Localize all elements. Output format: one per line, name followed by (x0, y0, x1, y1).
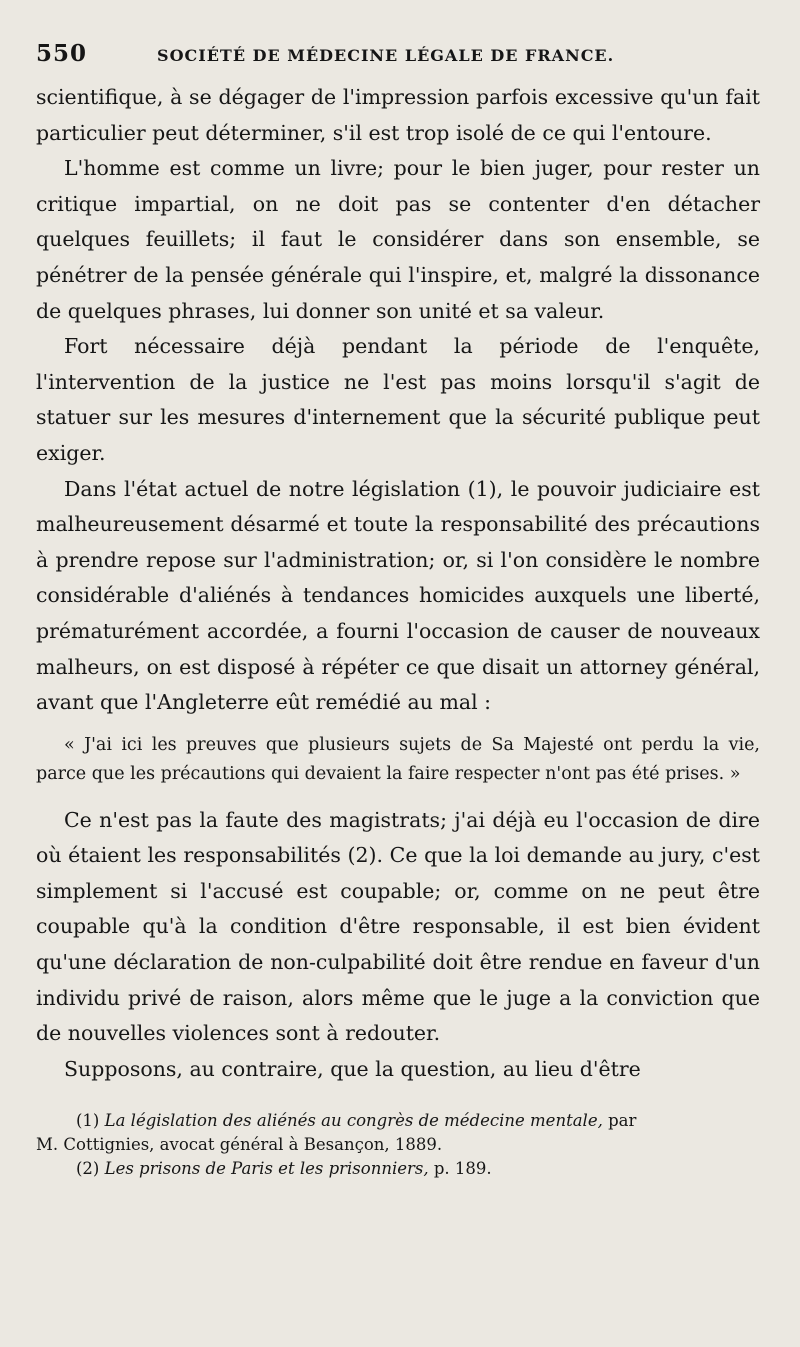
page-number: 550 (36, 40, 88, 67)
footnote-2-marker: (2) (76, 1159, 100, 1179)
footnote-1-continued (36, 1133, 760, 1157)
paragraph: Dans l'état actuel de notre législation (1), le pouvoir judiciaire est malheureusement désarmé et toute la responsabilité des précautions à prendre repose sur l'administration; or, si l'on considère le nombre considérable d'aliénés à tendances homicides auxquels une liberté, prématurément accordée, a fourni l'occasion de causer de nouveaux malheurs, on est disposé à répéter ce que disait un attorney général, avant que l'Angleterre eût remédié au mal : (36, 476, 760, 715)
footnotes (36, 1109, 760, 1181)
footnote-2 (36, 1157, 760, 1181)
paragraph: L'homme est comme un livre; pour le bien juger, pour rester un critique impartial, on ne doit pas se contenter d'en détacher quelques feuillets; il faut le considérer dans son ensemble, se pénétrer de la pensée générale qui l'inspire, et, malgré la dissonance de quelques phrases, lui donner son unité et sa valeur. (36, 156, 760, 323)
footnote-1-title: La législation des aliénés au congrès de médecine mentale, (104, 1111, 603, 1131)
quote-text: « J'ai ici les preuves que plusieurs sujets de Sa Majesté ont perdu la vie, parce que les précautions qui devaient la faire respecter n'ont pas été prises. » (36, 734, 760, 784)
footnote-2-text: p. 189. (433, 1159, 492, 1179)
paragraph-truncated: Supposons, au contraire, que la question, au lieu d'être (64, 1056, 641, 1081)
footnote-1 (36, 1109, 760, 1133)
running-title: SOCIÉTÉ DE MÉDECINE LÉGALE DE FRANCE. (157, 46, 615, 65)
paragraph-continued: scientifique, à se dégager de l'impression parfois excessive qu'un fait particulier peut déterminer, s'il est trop isolé de ce qui l'entoure. (36, 85, 760, 145)
paragraph: Fort nécessaire déjà pendant la période de l'enquête, l'intervention de la justice ne l'est pas moins lorsqu'il s'agit de statuer sur les mesures d'internement que la sécurité publique peut exiger. (36, 334, 760, 465)
footnote-1-text-b: M. Cottignies, avocat général à Besançon, 1889. (36, 1135, 443, 1155)
footnote-1-marker: (1) (76, 1111, 100, 1131)
body-text (36, 80, 760, 1087)
footnote-2-title: Les prisons de Paris et les prisonniers, (104, 1159, 429, 1179)
footnote-1-text-a: par (608, 1111, 637, 1131)
block-quote (36, 731, 760, 789)
paragraph: Ce n'est pas la faute des magistrats; j'ai déjà eu l'occasion de dire où étaient les responsabilités (2). Ce que la loi demande au jury, c'est simplement si l'accusé est coupable; or, comme on ne peut être coupable qu'à la condition d'être responsable, il est bien évident qu'une déclaration de non-culpabilité doit être rendue en faveur d'un individu privé de raison, alors même que le juge a la conviction que de nouvelles violences sont à redouter. (36, 807, 760, 1046)
page-header (36, 40, 760, 74)
